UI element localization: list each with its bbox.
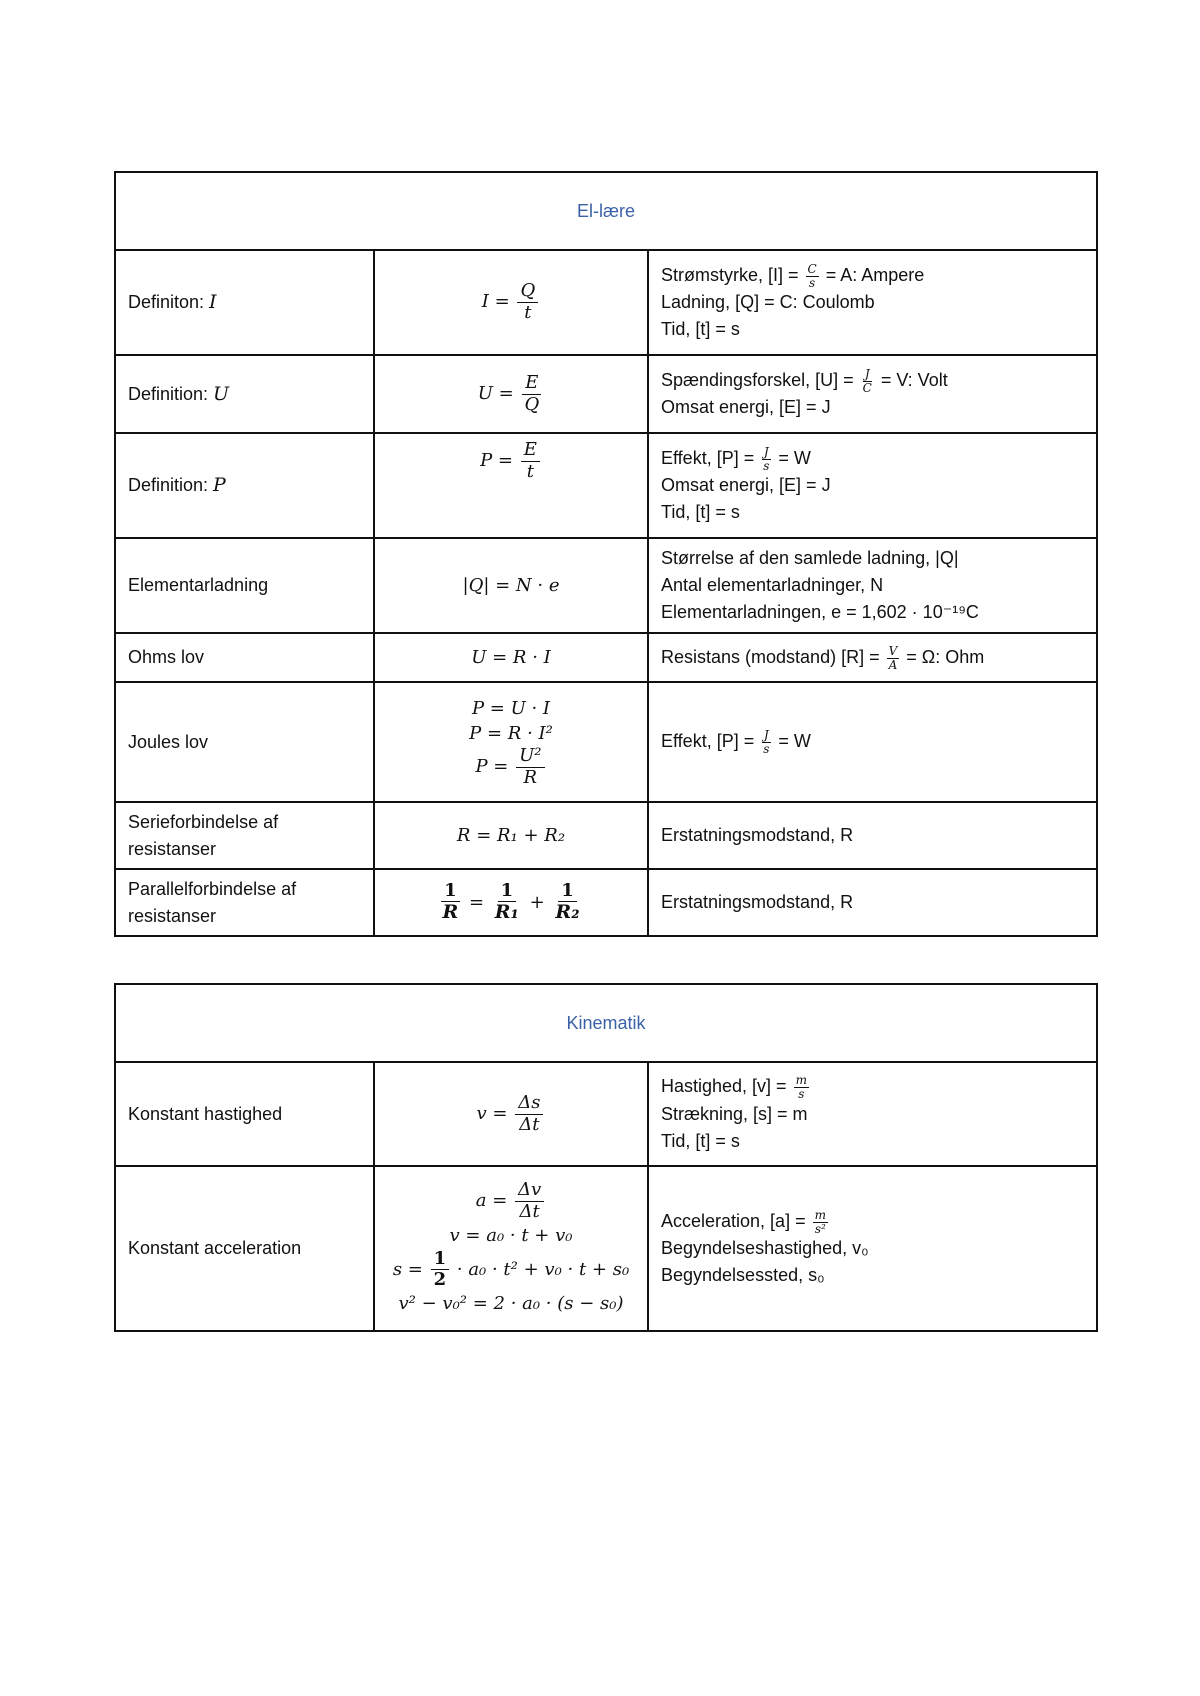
row-label: Joules lov xyxy=(115,682,374,802)
description-cell: Acceleration, [a] = $\frac{m}{\text{s²}}$ Begyndelseshastighed, v₀ Begyndelsessted, s₀ xyxy=(648,1166,1097,1331)
description-cell: Erstatningsmodstand, R xyxy=(648,869,1097,936)
el-laere-table xyxy=(114,171,1098,937)
formula-cell: P = $\frac{E}{t}$ xyxy=(374,433,648,538)
description-cell: Effekt, [P] = $\frac{J}{s}$ = W xyxy=(648,682,1097,802)
row-label: Konstant hastighed xyxy=(115,1062,374,1166)
formula-cell: U = R · I xyxy=(374,633,648,682)
kinematik-table xyxy=(114,983,1098,1332)
description-cell: Spændingsforskel, [U] = $\frac{J}{C}$ = V: Volt Omsat energi, [E] = J xyxy=(648,355,1097,433)
description-cell: Resistans (modstand) [R] = $\frac{V}{A}$ = Ω: Ohm xyxy=(648,633,1097,682)
row-label: Elementarladning xyxy=(115,538,374,633)
description-cell: Hastighed, [v] = $\frac{m}{s}$ Strækning, [s] = m Tid, [t] = s xyxy=(648,1062,1097,1166)
row-label: Ohms lov xyxy=(115,633,374,682)
row-label: Serieforbindelse af resistanser xyxy=(115,802,374,869)
row-label: Definition: P xyxy=(115,433,374,538)
el-laere-title: El-lære xyxy=(115,172,1097,250)
description-cell: Effekt, [P] = $\frac{J}{s}$ = W Omsat energi, [E] = J Tid, [t] = s xyxy=(648,433,1097,538)
formula-cell: U = $\frac{E}{Q}$ xyxy=(374,355,648,433)
formula-cell: I = $\frac{Q}{t}$ xyxy=(374,250,648,355)
formula-cell: $\frac{1}{R}$ = $\frac{1}{\text{R₁}}$ + $\frac{1}{\text{R₂}}$ xyxy=(374,869,648,936)
description-cell: Erstatningsmodstand, R xyxy=(648,802,1097,869)
row-label: Definiton: I xyxy=(115,250,374,355)
row-label: Parallelforbindelse af resistanser xyxy=(115,869,374,936)
formula-cell: a = $\frac{\Delta v}{\Delta t}$ v = a₀ · t + v₀ s = $\frac{1}{2}$ · a₀ · t² + v₀ · t + s₀ v² − v₀² = 2 · a₀ · (s − s₀) xyxy=(374,1166,648,1331)
formula-cell: P = U · I P = R · I² P = $\frac{\text{U²}}{R}$ xyxy=(374,682,648,802)
kinematik-title: Kinematik xyxy=(115,984,1097,1062)
formula-cell: v = $\frac{\Delta s}{\Delta t}$ xyxy=(374,1062,648,1166)
formula-cell: |Q| = N · e xyxy=(374,538,648,633)
row-label: Definition: U xyxy=(115,355,374,433)
description-cell: Størrelse af den samlede ladning, |Q| Antal elementarladninger, N Elementarladningen, e = 1,602 · 10⁻¹⁹C xyxy=(648,538,1097,633)
formula-cell: R = R₁ + R₂ xyxy=(374,802,648,869)
description-cell: Strømstyrke, [I] = $\frac{C}{s}$ = A: Ampere Ladning, [Q] = C: Coulomb Tid, [t] = s xyxy=(648,250,1097,355)
row-label: Konstant acceleration xyxy=(115,1166,374,1331)
